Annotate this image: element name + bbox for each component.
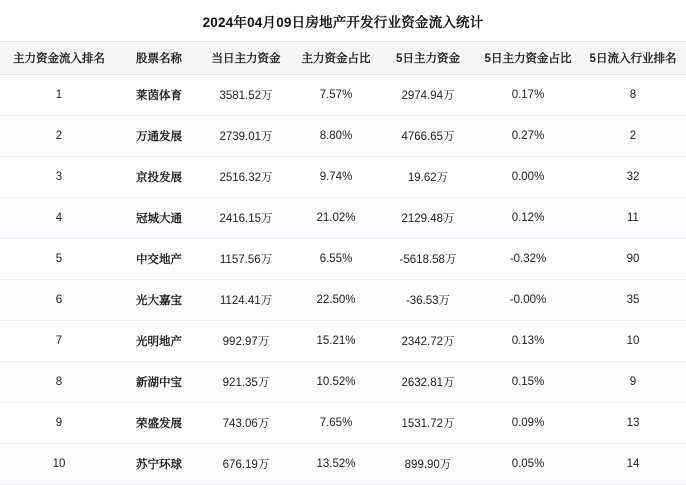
table-row [0,75,686,116]
cell-5day-rank: 8 [580,75,686,116]
cell-5day-ratio: 0.13% [476,321,580,362]
cell-5day-rank: 10 [580,321,686,362]
cell-5day-ratio: 0.00% [476,157,580,198]
cell-5day-ratio: 0.12% [476,198,580,239]
cell-5day-rank: 14 [580,444,686,485]
cell-5day-fund: 899.90万 [380,444,476,485]
cell-rank: 2 [0,116,118,157]
cell-5day-ratio: 0.05% [476,444,580,485]
cell-5day-rank: 32 [580,157,686,198]
cell-today-ratio: 21.02% [292,198,380,239]
cell-stock-name: 中交地产 [118,239,200,280]
cell-today-fund: 1157.56万 [200,239,292,280]
table-row [0,321,686,362]
cell-5day-rank: 35 [580,280,686,321]
table-row [0,362,686,403]
cell-5day-fund: 2632.81万 [380,362,476,403]
cell-today-ratio: 8.80% [292,116,380,157]
cell-5day-ratio: 0.27% [476,116,580,157]
cell-today-ratio: 13.52% [292,444,380,485]
cell-today-ratio: 22.50% [292,280,380,321]
cell-today-fund: 743.06万 [200,403,292,444]
cell-today-ratio: 7.65% [292,403,380,444]
table-header [0,42,686,75]
table-row [0,280,686,321]
cell-today-ratio: 7.57% [292,75,380,116]
table-header-row [0,42,686,75]
cell-rank: 5 [0,239,118,280]
cell-5day-fund: 2129.48万 [380,198,476,239]
table-row [0,444,686,485]
cell-5day-fund: -36.53万 [380,280,476,321]
table-row [0,116,686,157]
cell-5day-rank: 9 [580,362,686,403]
cell-stock-name: 光大嘉宝 [118,280,200,321]
cell-today-fund: 3581.52万 [200,75,292,116]
cell-5day-fund: 1531.72万 [380,403,476,444]
table-row [0,157,686,198]
table-row [0,239,686,280]
cell-stock-name: 苏宁环球 [118,444,200,485]
cell-rank: 1 [0,75,118,116]
cell-today-fund: 1124.41万 [200,280,292,321]
column-header-today-main-fund: 当日主力资金 [200,42,292,75]
cell-5day-rank: 90 [580,239,686,280]
cell-stock-name: 万通发展 [118,116,200,157]
cell-5day-rank: 13 [580,403,686,444]
column-header-5day-main-fund-ratio: 5日主力资金占比 [476,42,580,75]
cell-today-ratio: 6.55% [292,239,380,280]
cell-today-ratio: 10.52% [292,362,380,403]
column-header-main-fund-ratio: 主力资金占比 [292,42,380,75]
cell-today-fund: 2416.15万 [200,198,292,239]
cell-today-fund: 2739.01万 [200,116,292,157]
cell-rank: 8 [0,362,118,403]
cell-today-fund: 921.35万 [200,362,292,403]
cell-rank: 10 [0,444,118,485]
page-title: 2024年04月09日房地产开发行业资金流入统计 [202,15,484,30]
column-header-5day-industry-rank: 5日流入行业排名 [580,42,686,75]
cell-today-ratio: 9.74% [292,157,380,198]
fund-flow-table [0,41,686,485]
cell-5day-ratio: -0.32% [476,239,580,280]
column-header-5day-main-fund: 5日主力资金 [380,42,476,75]
cell-stock-name: 新湖中宝 [118,362,200,403]
cell-stock-name: 京投发展 [118,157,200,198]
cell-5day-fund: 2342.72万 [380,321,476,362]
table-row [0,403,686,444]
cell-rank: 6 [0,280,118,321]
cell-5day-fund: 4766.65万 [380,116,476,157]
table-body [0,75,686,485]
cell-today-fund: 992.97万 [200,321,292,362]
cell-5day-fund: 19.62万 [380,157,476,198]
table-row [0,198,686,239]
column-header-main-fund-rank: 主力资金流入排名 [0,42,118,75]
cell-today-fund: 2516.32万 [200,157,292,198]
cell-5day-rank: 11 [580,198,686,239]
cell-today-fund: 676.19万 [200,444,292,485]
cell-5day-rank: 2 [580,116,686,157]
cell-5day-fund: -5618.58万 [380,239,476,280]
column-header-stock-name: 股票名称 [118,42,200,75]
cell-5day-fund: 2974.94万 [380,75,476,116]
cell-5day-ratio: -0.00% [476,280,580,321]
cell-stock-name: 莱茵体育 [118,75,200,116]
cell-rank: 3 [0,157,118,198]
cell-stock-name: 光明地产 [118,321,200,362]
cell-5day-ratio: 0.15% [476,362,580,403]
cell-rank: 9 [0,403,118,444]
cell-5day-ratio: 0.17% [476,75,580,116]
cell-5day-ratio: 0.09% [476,403,580,444]
cell-today-ratio: 15.21% [292,321,380,362]
cell-rank: 7 [0,321,118,362]
cell-stock-name: 冠城大通 [118,198,200,239]
cell-rank: 4 [0,198,118,239]
cell-stock-name: 荣盛发展 [118,403,200,444]
